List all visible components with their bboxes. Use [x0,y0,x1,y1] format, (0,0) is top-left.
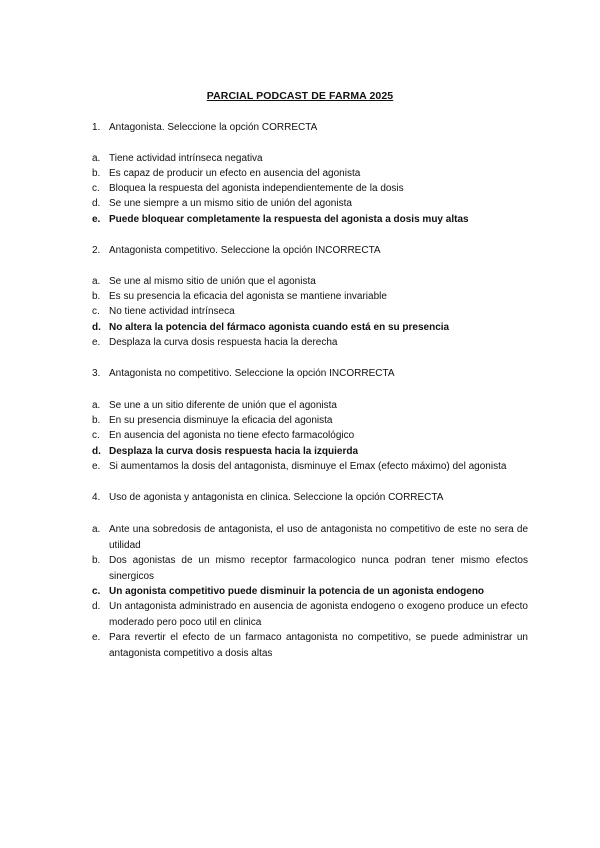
option-letter: a. [92,524,101,535]
option-text: Desplaza la curva dosis respuesta hacia la izquierda [109,446,358,457]
option-text: Tiene actividad intrínseca negativa [109,153,263,164]
option-letter: d. [92,198,101,209]
option-text: Se une siempre a un mismo sitio de unión del agonista [109,198,352,209]
option-text: Un antagonista administrado en ausencia de agonista endogeno o exogeno produce un efecto moderado pero poco util en clinica [109,601,528,628]
option-text: Se une al mismo sitio de unión que el agonista [109,276,316,287]
question-2-option-e [92,335,528,351]
question-2-option-d-correct [92,320,528,336]
option-text: En ausencia del agonista no tiene efecto farmacológico [109,430,355,441]
question-3-option-a [92,398,528,414]
option-text: En su presencia disminuye la eficacia del agonista [109,415,333,426]
option-text: Si aumentamos la dosis del antagonista, disminuye el Emax (efecto máximo) del agonista [109,461,507,472]
question-4-option-d [92,599,528,630]
question-number: 4. [92,492,101,503]
question-text: Antagonista. Seleccione la opción CORRECTA [109,122,318,133]
option-text: Dos agonistas de un mismo receptor farmacologico nunca podran tener mismo efectos sinergicos [109,555,528,582]
question-4-option-a [92,522,528,553]
question-text: Antagonista no competitivo. Seleccione la opción INCORRECTA [109,368,395,379]
option-letter: e. [92,337,101,348]
question-1-option-a [92,151,528,167]
question-4-option-b [92,553,528,584]
option-letter: e. [92,461,101,472]
question-number: 3. [92,368,101,379]
question-3-option-d-correct [92,444,528,460]
document-title: PARCIAL PODCAST DE FARMA 2025 [206,90,394,102]
option-letter: d. [92,446,101,457]
option-text: Para revertir el efecto de un farmaco antagonista no competitivo, se puede administrar un antagonista competitivo a dosis altas [109,632,528,659]
question-number: 1. [92,122,101,133]
option-text: No altera la potencia del fármaco agonista cuando está en su presencia [109,322,450,333]
option-letter: a. [92,400,101,411]
option-letter: d. [92,322,101,333]
question-text: Antagonista competitivo. Seleccione la opción INCORRECTA [109,245,381,256]
question-1-option-c [92,181,528,197]
option-letter: c. [92,586,101,597]
option-letter: b. [92,415,101,426]
option-letter: c. [92,183,100,194]
question-number: 2. [92,245,101,256]
option-letter: b. [92,168,101,179]
question-1-option-d [92,196,528,212]
option-text: Es su presencia la eficacia del agonista se mantiene invariable [109,291,387,302]
question-3-option-c [92,428,528,444]
option-text: Se une a un sitio diferente de unión que el agonista [109,400,337,411]
question-4-option-c-correct [92,584,528,600]
option-letter: c. [92,306,100,317]
option-text: Ante una sobredosis de antagonista, el uso de antagonista no competitivo de este no sera de utilidad [109,524,528,551]
question-1-option-e-correct [92,212,528,228]
option-text: No tiene actividad intrínseca [109,306,235,317]
option-letter: a. [92,153,101,164]
option-text: Puede bloquear completamente la respuesta del agonista a dosis muy altas [109,214,469,225]
question-2-option-c [92,304,528,320]
option-text: Bloquea la respuesta del agonista independientemente de la dosis [109,183,404,194]
question-3-option-e [92,459,528,475]
question-2-option-a [92,274,528,290]
option-letter: b. [92,291,101,302]
question-1-option-b [92,166,528,182]
question-3-option-b [92,413,528,429]
option-letter: b. [92,555,101,566]
option-letter: e. [92,632,101,643]
option-text: Un agonista competitivo puede disminuir la potencia de un agonista endogeno [109,586,485,597]
option-letter: e. [92,214,101,225]
option-letter: d. [92,601,101,612]
option-letter: a. [92,276,101,287]
option-text: Desplaza la curva dosis respuesta hacia la derecha [109,337,338,348]
option-text: Es capaz de producir un efecto en ausencia del agonista [109,168,361,179]
question-text: Uso de agonista y antagonista en clinica. Seleccione la opción CORRECTA [109,492,444,503]
question-4-option-e [92,630,528,661]
question-2-option-b [92,289,528,305]
option-letter: c. [92,430,100,441]
